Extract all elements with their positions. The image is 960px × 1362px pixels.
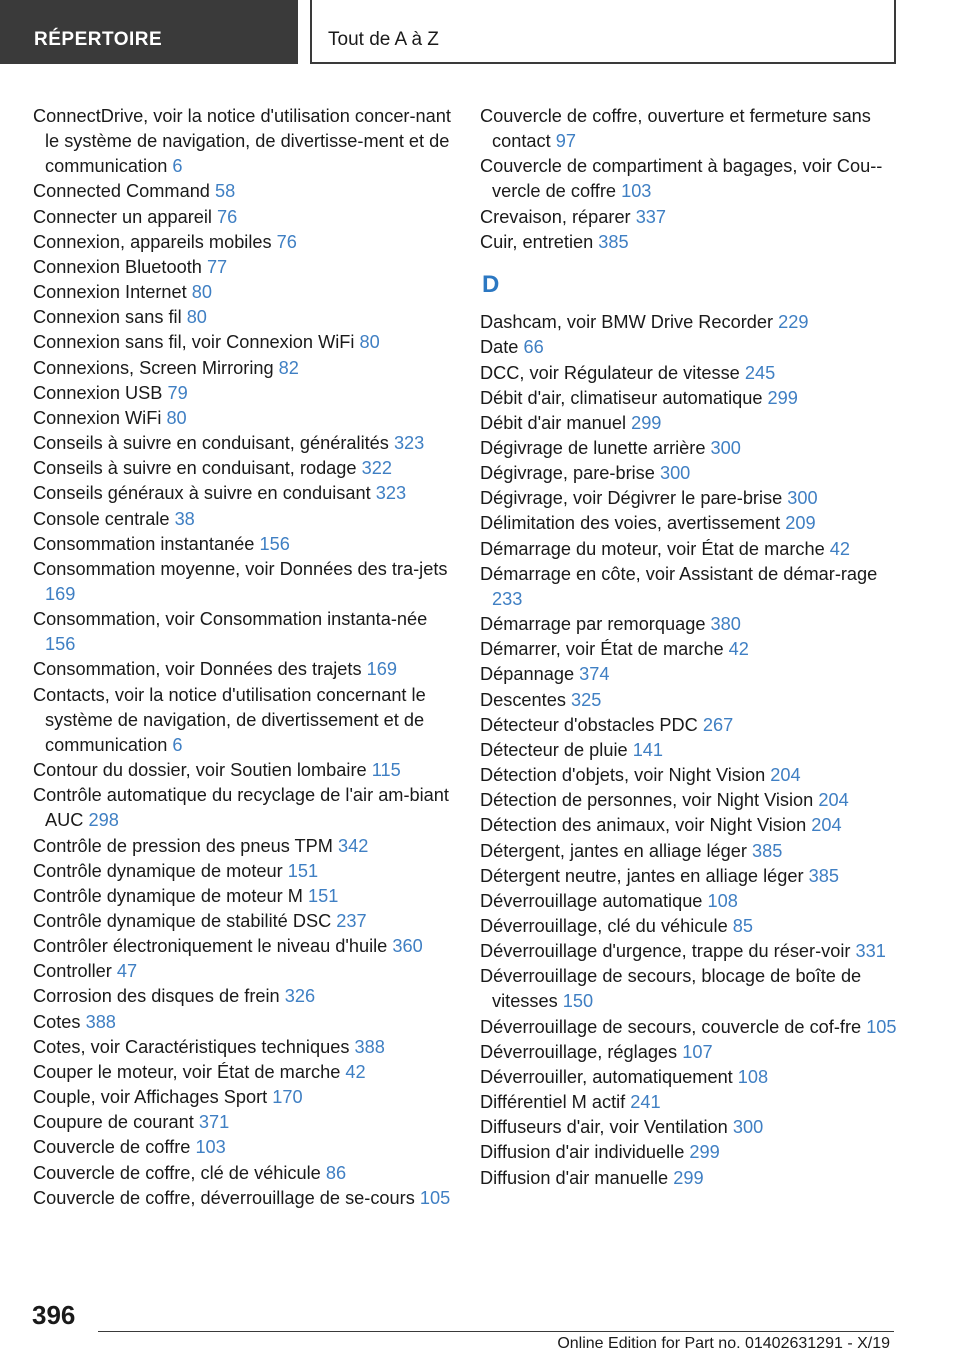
page-link[interactable]: 79 [167, 382, 188, 403]
index-entry [480, 612, 898, 637]
entry-text: Contrôle dynamique de moteur M [33, 885, 303, 906]
page-link[interactable]: 6 [172, 734, 183, 755]
index-entry [480, 914, 898, 939]
index-entry [480, 361, 898, 386]
page-link[interactable]: 374 [579, 664, 610, 685]
page-link[interactable]: 299 [689, 1142, 720, 1163]
page-link[interactable]: 385 [598, 231, 629, 252]
page-link[interactable]: 103 [195, 1137, 226, 1158]
index-entry [33, 1060, 451, 1085]
index-entry [480, 562, 898, 612]
index-entry [480, 939, 898, 964]
entry-text: Dashcam, voir BMW Drive Recorder [480, 312, 774, 333]
page-link[interactable]: 245 [744, 362, 776, 383]
entry-text: Diffusion d'air individuelle [480, 1142, 685, 1163]
page-link[interactable]: 360 [392, 936, 423, 957]
page-link[interactable]: 300 [710, 438, 741, 459]
page-link[interactable]: 267 [702, 714, 734, 735]
page-link[interactable]: 371 [198, 1112, 230, 1133]
index-entry [480, 1040, 898, 1065]
page-link[interactable]: 105 [419, 1187, 451, 1208]
index-entry [480, 537, 898, 562]
page-link[interactable]: 6 [172, 156, 183, 177]
index-entry [33, 431, 451, 456]
index-entry [480, 889, 898, 914]
entry-text: Connexion Bluetooth [33, 256, 202, 277]
entry-text: Détecteur d'obstacles PDC [480, 714, 698, 735]
entry-text: Dépannage [480, 664, 575, 685]
page-link[interactable]: 170 [272, 1087, 303, 1108]
page-link[interactable]: 66 [523, 337, 544, 358]
entry-text: Contacts, voir la notice d'utilisation concernant le système de navigation, de divertissement et de communication [33, 684, 426, 755]
index-entry [33, 230, 451, 255]
page-link[interactable]: 115 [371, 760, 401, 781]
index-entry [33, 884, 451, 909]
page-link[interactable]: 42 [728, 639, 749, 660]
index-entry [480, 335, 898, 360]
page-link[interactable]: 300 [787, 488, 818, 509]
page-link[interactable]: 331 [855, 941, 886, 962]
entry-text: Détection des animaux, voir Night Vision [480, 815, 807, 836]
page-number: 396 [32, 1300, 76, 1330]
index-entry [480, 964, 898, 1014]
index-entry [33, 758, 451, 783]
entry-text: Connexion sans fil, voir Connexion WiFi [33, 332, 355, 353]
index-entry [480, 511, 898, 536]
page-link[interactable]: 337 [635, 206, 667, 227]
page-link[interactable]: 342 [338, 835, 369, 856]
page-link[interactable]: 241 [630, 1092, 661, 1113]
entry-text: Détection d'objets, voir Night Vision [480, 765, 766, 786]
index-entry [480, 104, 898, 154]
index-column-right [480, 104, 898, 1191]
entry-text: Contrôle de pression des pneus TPM [33, 835, 333, 856]
page-link[interactable]: 103 [621, 181, 652, 202]
index-entry [480, 713, 898, 738]
page-link[interactable]: 299 [631, 412, 662, 433]
page-link[interactable]: 82 [278, 357, 299, 378]
page-link[interactable]: 108 [707, 890, 738, 911]
index-entry [480, 763, 898, 788]
index-entry [480, 486, 898, 511]
subsection-tab[interactable]: Tout de A à Z [310, 0, 896, 64]
entry-text: Couvercle de coffre, déverrouillage de se-cours [33, 1187, 415, 1208]
entry-text: Déverrouillage automatique [480, 890, 703, 911]
page-link[interactable]: 76 [276, 231, 297, 252]
index-entry [480, 1115, 898, 1140]
index-group-d [480, 310, 898, 1190]
page-link[interactable]: 141 [632, 739, 664, 760]
index-entry [480, 461, 898, 486]
index-entry [480, 637, 898, 662]
entry-text: Démarrage du moteur, voir État de marche [480, 538, 825, 559]
entry-text: Détergent neutre, jantes en alliage léger [480, 865, 804, 886]
entry-text: Connected Command [33, 181, 210, 202]
page-link[interactable]: 385 [808, 865, 839, 886]
entry-text: Couvercle de coffre, clé de véhicule [33, 1162, 321, 1183]
page-link[interactable]: 388 [85, 1011, 116, 1032]
page-link[interactable]: 47 [116, 961, 138, 982]
entry-text: Consommation, voir Données des trajets [33, 659, 362, 680]
entry-text: Couple, voir Affichages Sport [33, 1087, 268, 1108]
index-entry [33, 1035, 451, 1060]
entry-text: Connexion, appareils mobiles [33, 231, 272, 252]
entry-text: Contrôle dynamique de moteur [33, 860, 283, 881]
entry-text: Contour du dossier, voir Soutien lombaire [33, 760, 367, 781]
page-link[interactable]: 151 [287, 860, 319, 881]
entry-text: Coupure de courant [33, 1112, 194, 1133]
entry-text: Déverrouillage, clé du véhicule [480, 915, 728, 936]
entry-text: Console centrale [33, 508, 170, 529]
page-link[interactable]: 299 [673, 1167, 704, 1188]
entry-text: Délimitation des voies, avertissement [480, 513, 781, 534]
entry-text: Couvercle de coffre, ouverture et fermeture sans contact [480, 106, 871, 152]
index-entry [33, 255, 451, 280]
page-link[interactable]: 299 [767, 387, 798, 408]
entry-text: Dégivrage de lunette arrière [480, 438, 706, 459]
index-entry [480, 205, 898, 230]
index-entry [33, 959, 451, 984]
page-link[interactable]: 326 [284, 986, 316, 1007]
index-entry [33, 607, 451, 657]
page-link[interactable]: 204 [818, 790, 849, 811]
page-link[interactable]: 388 [354, 1036, 385, 1057]
index-entry [33, 984, 451, 1009]
page-link[interactable]: 385 [752, 840, 783, 861]
footer-divider [98, 1331, 894, 1332]
entry-text: Dégivrage, voir Dégivrer le pare-brise [480, 488, 783, 509]
index-entry [480, 154, 898, 204]
index-entry [33, 532, 451, 557]
entry-text: Date [480, 337, 519, 358]
index-entry [33, 1010, 451, 1035]
entry-text: Déverrouillage d'urgence, trappe du réser-voir [480, 941, 851, 962]
entry-text: Couvercle de coffre [33, 1137, 191, 1158]
entry-text: Consommation instantanée [33, 533, 255, 554]
index-entry [480, 864, 898, 889]
entry-text: Cuir, entretien [480, 231, 594, 252]
page-link[interactable]: 300 [659, 463, 691, 484]
entry-text: Débit d'air, climatiseur automatique [480, 387, 763, 408]
index-entry [480, 411, 898, 436]
index-entry [480, 1140, 898, 1165]
page-link[interactable]: 42 [829, 538, 851, 559]
entry-text: Contrôler électroniquement le niveau d'huile [33, 936, 388, 957]
page-link[interactable]: 80 [191, 282, 212, 303]
index-group-c [480, 104, 898, 255]
index-entry [33, 356, 451, 381]
entry-text: Détecteur de pluie [480, 739, 628, 760]
entry-text: Conseils à suivre en conduisant, rodage [33, 458, 357, 479]
index-entry [33, 783, 451, 833]
index-entry [480, 839, 898, 864]
page-link[interactable]: 97 [555, 131, 576, 152]
entry-text: Connexion WiFi [33, 407, 162, 428]
page-link[interactable]: 156 [45, 634, 76, 655]
index-entry [480, 1090, 898, 1115]
page-link[interactable]: 80 [186, 307, 207, 328]
index-entry [480, 813, 898, 838]
index-entry [480, 1065, 898, 1090]
page-link[interactable]: 80 [359, 332, 380, 353]
index-entry [33, 1110, 451, 1135]
index-entry [480, 230, 898, 255]
index-entry [33, 481, 451, 506]
entry-text: Cotes, voir Caractéristiques techniques [33, 1036, 350, 1057]
entry-text: Connexion USB [33, 382, 163, 403]
index-entry [480, 1166, 898, 1191]
index-entry [33, 507, 451, 532]
entry-text: Consommation, voir Consommation instanta-née [33, 609, 428, 630]
page-link[interactable]: 325 [571, 689, 602, 710]
index-entry [480, 386, 898, 411]
entry-text: Déverrouillage de secours, blocage de boîte de vitesses [480, 966, 862, 1012]
page-link[interactable]: 323 [375, 483, 407, 504]
index-entry [33, 557, 451, 607]
entry-text: Différentiel M actif [480, 1092, 626, 1113]
page-link[interactable]: 300 [732, 1117, 764, 1138]
entry-text: Connexion Internet [33, 282, 187, 303]
page-link[interactable]: 151 [307, 885, 339, 906]
page-link[interactable]: 86 [325, 1162, 347, 1183]
page-link[interactable]: 229 [778, 312, 809, 333]
index-entry [480, 662, 898, 687]
entry-text: Connexions, Screen Mirroring [33, 357, 274, 378]
page-link[interactable]: 322 [361, 458, 392, 479]
entry-text: Connexion sans fil [33, 307, 182, 328]
entry-text: Déverrouillage de secours, couvercle de cof-fre [480, 1016, 862, 1037]
section-tab[interactable]: RÉPERTOIRE [0, 0, 298, 64]
page-link[interactable]: 38 [174, 508, 195, 529]
page-link[interactable]: 380 [710, 614, 741, 635]
entry-text: Controller [33, 961, 112, 982]
index-entry [33, 1161, 451, 1186]
page-link[interactable]: 237 [336, 911, 367, 931]
entry-text: Diffuseurs d'air, voir Ventilation [480, 1117, 728, 1138]
entry-text: Contrôle automatique du recyclage de l'air am-biant AUC [33, 785, 449, 831]
index-entry [33, 1135, 451, 1160]
entry-text: ConnectDrive, voir la notice d'utilisation concer-nant le système de navigation, de divertisse-ment et de communication [33, 106, 451, 177]
page-link[interactable]: 204 [770, 765, 801, 786]
page-link[interactable]: 76 [217, 206, 238, 227]
entry-text: Cotes [33, 1011, 81, 1032]
page-header [0, 0, 960, 66]
index-entry [33, 934, 451, 959]
page-link[interactable]: 209 [785, 513, 816, 534]
entry-text: Couvercle de compartiment à bagages, voir Cou-vercle de coffre [480, 156, 883, 202]
entry-text: Détergent, jantes en alliage léger [480, 840, 747, 861]
index-entry [480, 436, 898, 461]
entry-text: Démarrage en côte, voir Assistant de démar-rage [480, 563, 878, 584]
page-link[interactable]: 156 [259, 533, 290, 554]
index-entry [480, 688, 898, 713]
index-entry [33, 834, 451, 859]
page-link[interactable]: 58 [214, 181, 236, 202]
page-link[interactable]: 77 [206, 256, 228, 277]
page-link[interactable]: 42 [345, 1061, 366, 1082]
entry-text: Conseils à suivre en conduisant, généralités [33, 433, 389, 454]
footer-edition: Online Edition for Part no. 01402631291 - X/19 [557, 1335, 890, 1352]
index-entry [33, 305, 451, 330]
index-entry [480, 310, 898, 335]
page-link[interactable]: 204 [811, 815, 842, 836]
index-entry [480, 1015, 898, 1040]
index-entry [33, 657, 451, 682]
entry-text: DCC, voir Régulateur de vitesse [480, 362, 740, 383]
index-entry [33, 205, 451, 230]
index-entry [33, 859, 451, 884]
page-link[interactable]: 108 [737, 1066, 769, 1087]
page-link[interactable]: 107 [682, 1041, 713, 1062]
page-link[interactable]: 105 [866, 1016, 897, 1037]
page-link[interactable]: 85 [732, 915, 753, 936]
entry-text: Déverrouiller, automatiquement [480, 1066, 733, 1087]
page-link[interactable]: 150 [562, 991, 594, 1012]
entry-text: Crevaison, réparer [480, 206, 631, 227]
entry-text: Corrosion des disques de frein [33, 986, 280, 1007]
index-column-left [33, 104, 451, 1211]
index-entry [33, 909, 451, 934]
index-entry [33, 683, 451, 758]
entry-text: Diffusion d'air manuelle [480, 1167, 669, 1188]
entry-text: Démarrer, voir État de marche [480, 639, 724, 660]
entry-text: Dégivrage, pare-brise [480, 463, 655, 484]
entry-text: Couper le moteur, voir État de marche [33, 1061, 341, 1082]
page-link[interactable]: 80 [166, 407, 187, 428]
entry-text: Consommation moyenne, voir Données des tra-jets [33, 558, 448, 579]
page-link[interactable]: 169 [45, 583, 76, 604]
index-entry [33, 381, 451, 406]
index-entry [33, 330, 451, 355]
page-link[interactable]: 233 [492, 588, 523, 609]
entry-text: Conseils généraux à suivre en conduisant [33, 483, 371, 504]
index-entry [33, 179, 451, 204]
page-link[interactable]: 323 [393, 433, 425, 454]
entry-text: Démarrage par remorquage [480, 614, 706, 635]
entry-text: Descentes [480, 689, 566, 710]
index-entry [480, 788, 898, 813]
page-link[interactable]: 298 [88, 810, 119, 831]
index-entry [33, 406, 451, 431]
entry-text: Contrôle dynamique de stabilité DSC [33, 911, 332, 931]
index-entry [33, 456, 451, 481]
index-entry [33, 1186, 451, 1211]
index-entry [33, 280, 451, 305]
index-entry [480, 738, 898, 763]
page-link[interactable]: 169 [366, 659, 397, 680]
index-entry [33, 1085, 451, 1110]
entry-text: Déverrouillage, réglages [480, 1041, 678, 1062]
index-entry [33, 104, 451, 179]
entry-text: Connecter un appareil [33, 206, 212, 227]
entry-text: Détection de personnes, voir Night Vision [480, 790, 814, 811]
entry-text: Débit d'air manuel [480, 412, 627, 433]
section-letter: D [482, 270, 500, 298]
